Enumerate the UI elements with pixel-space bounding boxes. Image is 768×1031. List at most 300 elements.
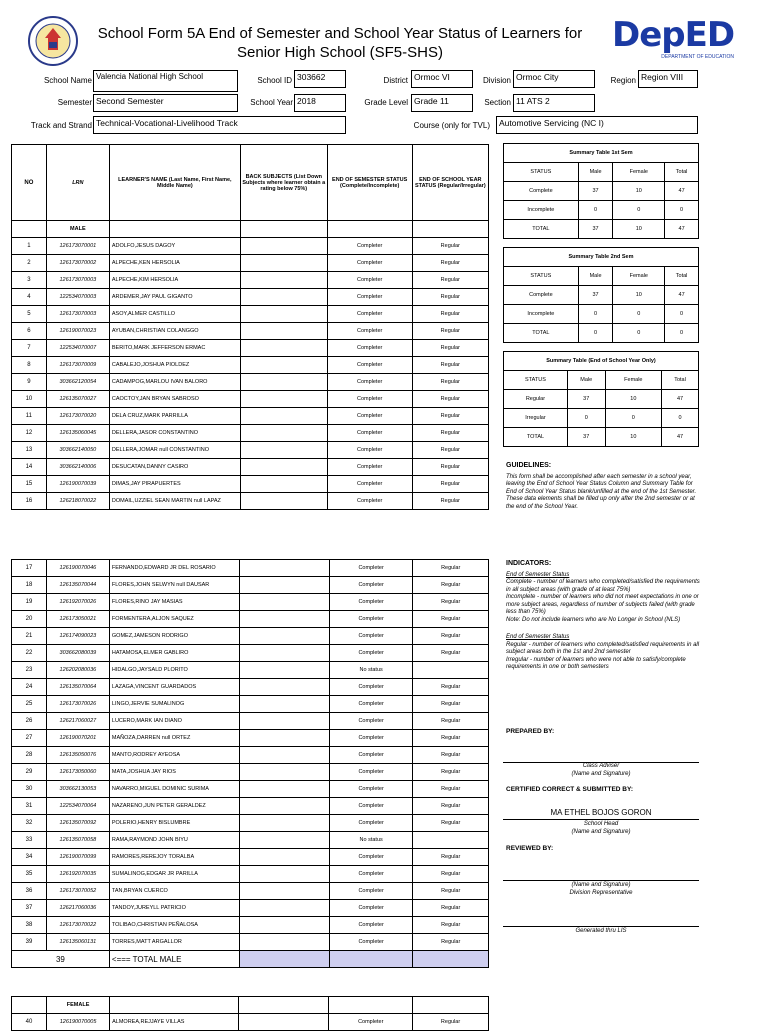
row-lrn: 126173070026 <box>46 696 109 713</box>
row-end-year-status: Regular <box>413 628 489 645</box>
row-end-year-status: Regular <box>413 679 489 696</box>
summary-col-header: Female <box>613 267 665 286</box>
male-label: MALE <box>46 221 109 238</box>
row-lrn: 126173070052 <box>46 883 109 900</box>
row-lrn: 126190070023 <box>46 323 109 340</box>
row-end-sem-status: Completer <box>329 849 413 866</box>
row-lrn: 126173070003 <box>46 272 109 289</box>
row-end-sem-status: Completer <box>329 713 413 730</box>
col-lrn-header: LRN <box>46 145 109 221</box>
generated-line <box>503 926 699 927</box>
summary-cell: 47 <box>665 182 699 201</box>
row-learner-name: FORMENTERA,ALJON SAQUEZ <box>109 611 239 628</box>
generated-label: Generated thru LIS <box>575 928 627 934</box>
row-back-subjects <box>239 934 329 951</box>
row-learner-name: DELLERA,JASOR CONSTANTINO <box>109 425 240 442</box>
row-lrn: 303662080039 <box>46 645 109 662</box>
row-end-year-status: Regular <box>413 611 489 628</box>
summary-cell: 47 <box>665 286 699 305</box>
reviewed-by-label: REVIEWED BY: <box>506 845 554 852</box>
row-number: 29 <box>12 764 47 781</box>
row-number: 7 <box>12 340 47 357</box>
row-end-year-status: Regular <box>412 323 488 340</box>
summary-cell: TOTAL <box>504 220 579 239</box>
row-learner-name: LAZAGA,VINCENT GUARDADOS <box>109 679 239 696</box>
summary-cell: 47 <box>662 428 699 447</box>
table-row[interactable] <box>12 611 489 628</box>
row-end-year-status: Regular <box>412 459 488 476</box>
row-end-year-status: Regular <box>412 442 488 459</box>
row-end-sem-status: Completer <box>327 340 412 357</box>
row-learner-name: RAMA,RAYMOND JOHN BIYU <box>109 832 239 849</box>
indicators-sub2: End of Semester Status <box>506 634 570 640</box>
summary-table-1st-sem <box>503 143 699 239</box>
table-row[interactable] <box>12 425 489 442</box>
row-end-year-status: Regular <box>413 849 489 866</box>
row-learner-name: FLORES,RINO JAY MASIAS <box>109 594 239 611</box>
semester-field[interactable]: Second Semester <box>93 94 238 112</box>
table-row[interactable] <box>12 357 489 374</box>
summary-cell: TOTAL <box>504 428 568 447</box>
row-learner-name: LINGO,JERVIE SUMALINOG <box>109 696 239 713</box>
summary-col-header: Total <box>665 267 699 286</box>
row-end-year-status: Regular <box>413 594 489 611</box>
row-number: 39 <box>12 934 47 951</box>
row-number: 10 <box>12 391 47 408</box>
table-row[interactable] <box>12 934 489 951</box>
table-row[interactable] <box>12 323 489 340</box>
male-section-row <box>12 221 489 238</box>
summary-cell: 10 <box>613 220 665 239</box>
row-back-subjects <box>240 374 327 391</box>
row-lrn: 126173070022 <box>46 917 109 934</box>
summary-row <box>504 324 699 343</box>
form-title <box>80 24 600 62</box>
row-lrn: 126173070001 <box>46 238 109 255</box>
summary-cell: 0 <box>578 201 613 220</box>
table-row[interactable] <box>12 577 489 594</box>
row-end-sem-status: Completer <box>327 272 412 289</box>
course-label: Course (only for TVL) <box>413 121 490 130</box>
total-male-label: <=== TOTAL MALE <box>109 951 239 968</box>
section-field[interactable]: 11 ATS 2 <box>513 94 595 112</box>
row-end-sem-status: Completer <box>329 934 413 951</box>
row-number: 26 <box>12 713 47 730</box>
summary-cell: 0 <box>578 305 613 324</box>
row-lrn: 126173070002 <box>46 255 109 272</box>
row-back-subjects <box>240 255 327 272</box>
row-number: 12 <box>12 425 47 442</box>
table-row[interactable] <box>12 340 489 357</box>
row-learner-name: AYUBAN,CHRISTIAN COLANGGO <box>109 323 240 340</box>
row-number: 4 <box>12 289 47 306</box>
course-field[interactable]: Automotive Servicing (NC I) <box>496 116 698 134</box>
table-row[interactable] <box>12 391 489 408</box>
row-end-sem-status: Completer <box>329 679 413 696</box>
row-lrn: 126135060131 <box>46 934 109 951</box>
table-row[interactable] <box>12 628 489 645</box>
row-back-subjects <box>240 238 327 255</box>
table-row[interactable] <box>12 747 489 764</box>
summary-row <box>504 182 699 201</box>
row-back-subjects <box>239 679 329 696</box>
row-number: 38 <box>12 917 47 934</box>
row-number: 3 <box>12 272 47 289</box>
division-field[interactable]: Ormoc City <box>513 70 595 88</box>
table-row[interactable] <box>12 798 489 815</box>
grade-level-label: Grade Level <box>364 98 408 107</box>
row-end-year-status: Regular <box>413 798 489 815</box>
row-learner-name: NAVARRO,MIGUEL DOMINIC SURIMA <box>109 781 239 798</box>
row-end-year-status: Regular <box>413 747 489 764</box>
row-end-year-status: Regular <box>412 476 488 493</box>
summary-title: Summary Table 2nd Sem <box>504 248 699 267</box>
learners-table-part1 <box>11 144 489 510</box>
row-back-subjects <box>239 798 329 815</box>
school-id-field[interactable]: 303662 <box>294 70 346 88</box>
row-back-subjects <box>240 391 327 408</box>
row-learner-name: ALPECHE,KEN HERSOLIA <box>109 255 240 272</box>
table-row[interactable] <box>12 476 489 493</box>
row-number: 16 <box>12 493 47 510</box>
row-lrn: 126190070099 <box>46 849 109 866</box>
row-learner-name: DELLERA,JOMAR null CONSTANTINO <box>109 442 240 459</box>
row-end-year-status: Regular <box>412 289 488 306</box>
row-lrn: 122534070003 <box>46 289 109 306</box>
table-row[interactable] <box>12 408 489 425</box>
summary-cell: 0 <box>613 305 665 324</box>
row-number: 11 <box>12 408 47 425</box>
row-end-sem-status: Completer <box>329 781 413 798</box>
summary-cell: 0 <box>567 409 605 428</box>
row-end-sem-status: Completer <box>329 815 413 832</box>
indicator-note: Note: Do not include learners who are No Longer in School (NLS) <box>506 616 681 623</box>
row-end-year-status: Regular <box>412 272 488 289</box>
table-row[interactable] <box>12 832 489 849</box>
row-number: 14 <box>12 459 47 476</box>
indicator-regular: Regular - number of learners who completed/satisfied requirements in all subject areas both in the 1st and 2nd semester <box>506 641 700 655</box>
row-back-subjects <box>239 577 329 594</box>
row-lrn: 126135070044 <box>46 577 109 594</box>
track-field[interactable]: Technical-Vocational-Livelihood Track <box>93 116 346 134</box>
row-lrn: 126218070022 <box>46 493 109 510</box>
row-number: 22 <box>12 645 47 662</box>
summary-cell: 0 <box>665 324 699 343</box>
row-end-year-status: Regular <box>413 764 489 781</box>
row-back-subjects <box>239 815 329 832</box>
school-year-field[interactable]: 2018 <box>294 94 346 112</box>
row-end-sem-status: Completer <box>329 900 413 917</box>
row-number: 18 <box>12 577 47 594</box>
summary-row <box>504 286 699 305</box>
table-row[interactable] <box>12 459 489 476</box>
table-row[interactable] <box>12 255 489 272</box>
summary-cell: Complete <box>504 286 579 305</box>
row-learner-name: MANTO,RODREY AYEOSA <box>109 747 239 764</box>
grade-level-field[interactable]: Grade 11 <box>411 94 473 112</box>
row-back-subjects <box>240 357 327 374</box>
table-row[interactable] <box>12 900 489 917</box>
summary-cell: 37 <box>578 182 613 201</box>
summary-col-header: STATUS <box>504 267 579 286</box>
row-learner-name: ARDEMER,JAY PAUL GIGANTO <box>109 289 240 306</box>
school-name-field[interactable]: Valencia National High School <box>93 70 238 92</box>
summary-cell: Irregular <box>504 409 568 428</box>
table-row[interactable]: 40 126190070005 ALMOREA,REJJAYE VILLAS Completer Regular <box>12 1014 489 1031</box>
row-learner-name: LUCERO,MARK IAN DIANO <box>109 713 239 730</box>
col-back-subjects-header: BACK SUBJECTS (List Down Subjects where learner obtain a rating below 75%) <box>240 145 327 221</box>
row-end-year-status: Regular <box>412 425 488 442</box>
row-learner-name: HATAMOSA,ELMER GABLIRO <box>109 645 239 662</box>
row-end-year-status: Regular <box>413 815 489 832</box>
row-lrn: 126174090023 <box>46 628 109 645</box>
row-number: 35 <box>12 866 47 883</box>
row-end-sem-status: Completer <box>327 357 412 374</box>
reviewed-by-line <box>503 880 699 881</box>
table-row[interactable] <box>12 560 489 577</box>
row-end-sem-status: Completer <box>327 493 412 510</box>
row-learner-name: BERITO,MARK JEFFERSON ERMAC <box>109 340 240 357</box>
table-row[interactable] <box>12 272 489 289</box>
row-end-sem-status: Completer <box>327 255 412 272</box>
row-end-year-status: Regular <box>413 866 489 883</box>
row-number: 36 <box>12 883 47 900</box>
table-row[interactable] <box>12 442 489 459</box>
table-row[interactable] <box>12 849 489 866</box>
summary-cell: 10 <box>613 182 665 201</box>
summary-cell: 37 <box>578 286 613 305</box>
row-lrn: 126173070020 <box>46 408 109 425</box>
row-end-sem-status: Completer <box>329 560 413 577</box>
row-back-subjects <box>239 696 329 713</box>
row-learner-name: DESUCATAN,DANNY CASIRO <box>109 459 240 476</box>
row-number: 1 <box>12 238 47 255</box>
table-row[interactable] <box>12 764 489 781</box>
table-row[interactable] <box>12 696 489 713</box>
row-end-year-status: Regular <box>412 493 488 510</box>
row-learner-name: HIDALGO,JAYSALD PLORITO <box>109 662 239 679</box>
row-back-subjects <box>239 764 329 781</box>
summary-cell: 0 <box>662 409 699 428</box>
row-end-year-status: Regular <box>412 391 488 408</box>
table-row[interactable] <box>12 645 489 662</box>
row-lrn: 126135060045 <box>46 425 109 442</box>
row-number: 32 <box>12 815 47 832</box>
row-back-subjects <box>239 645 329 662</box>
row-lrn: 303662130053 <box>46 781 109 798</box>
row-back-subjects <box>240 340 327 357</box>
row-learner-name: TOLIBAO,CHRISTIAN PEÑALOSA <box>109 917 239 934</box>
row-number: 25 <box>12 696 47 713</box>
table-row[interactable] <box>12 866 489 883</box>
row-learner-name: TAN,BRYAN CUERCO <box>109 883 239 900</box>
row-end-year-status: Regular <box>413 934 489 951</box>
total-male-row <box>12 951 489 968</box>
class-adviser-label: Class Adviser <box>582 763 620 769</box>
track-label: Track and Strand <box>30 121 92 130</box>
summary-cell: 47 <box>665 220 699 239</box>
table-row[interactable] <box>12 679 489 696</box>
row-back-subjects <box>239 900 329 917</box>
region-field[interactable]: Region VIII <box>638 70 698 88</box>
row-number: 33 <box>12 832 47 849</box>
learners-table-part2 <box>11 559 489 968</box>
form-title-line1: School Form 5A End of Semester and School Year Status of Learners for <box>97 25 583 42</box>
summary-cell: Regular <box>504 390 568 409</box>
row-learner-name: FERNANDO,EDWARD JR DEL ROSARIO <box>109 560 239 577</box>
row-learner-name: CAOCTOY,JAN BRYAN SABROSO <box>109 391 240 408</box>
summary-cell: 10 <box>605 428 661 447</box>
row-end-sem-status: Completer <box>327 476 412 493</box>
row-learner-name: NAZARENO,JUN PETER GERALDEZ <box>109 798 239 815</box>
row-back-subjects <box>239 866 329 883</box>
table-row[interactable] <box>12 374 489 391</box>
row-back-subjects <box>239 560 329 577</box>
row-end-sem-status: Completer <box>329 798 413 815</box>
table-row[interactable] <box>12 306 489 323</box>
adviser-name-signature: (Name and Signature) <box>571 771 631 777</box>
row-end-sem-status: Completer <box>327 306 412 323</box>
table-row[interactable] <box>12 594 489 611</box>
row-lrn: 122534070007 <box>46 340 109 357</box>
row-learner-name: ALPECHE,KIM HERSOLIA <box>109 272 240 289</box>
row-lrn: 126173070009 <box>46 357 109 374</box>
deped-logo <box>612 16 740 68</box>
table-row[interactable] <box>12 781 489 798</box>
row-end-sem-status: Completer <box>327 425 412 442</box>
deped-logo-subtext: DEPARTMENT OF EDUCATION <box>661 54 734 60</box>
row-number: 17 <box>12 560 47 577</box>
indicators-sub1: End of Semester Status <box>506 571 570 578</box>
summary-row <box>504 390 699 409</box>
table-row[interactable] <box>12 917 489 934</box>
row-end-year-status: Regular <box>413 560 489 577</box>
row-number: 9 <box>12 374 47 391</box>
row-learner-name: MATA,JOSHUA JAY RIOS <box>109 764 239 781</box>
summary-title: Summary Table (End of School Year Only) <box>504 352 699 371</box>
summary-cell: 37 <box>567 390 605 409</box>
summary-cell: 10 <box>613 286 665 305</box>
school-year-label: School Year <box>250 98 293 107</box>
table-row[interactable] <box>12 662 489 679</box>
row-back-subjects <box>239 747 329 764</box>
summary-col-header: Total <box>662 371 699 390</box>
row-end-sem-status: Completer <box>329 628 413 645</box>
row-number: 24 <box>12 679 47 696</box>
table-row[interactable] <box>12 883 489 900</box>
summary-col-header: STATUS <box>504 163 579 182</box>
summary-col-header: Female <box>613 163 665 182</box>
row-back-subjects <box>239 917 329 934</box>
row-lrn: 126135070064 <box>46 679 109 696</box>
row-lrn: 303662140050 <box>46 442 109 459</box>
row-back-subjects <box>239 849 329 866</box>
row-end-sem-status: Completer <box>327 289 412 306</box>
row-end-year-status <box>413 662 489 679</box>
row-end-year-status: Regular <box>413 917 489 934</box>
learners-table-part3 <box>11 996 489 1031</box>
indicators-heading: INDICATORS: <box>506 560 552 567</box>
row-lrn: 303662140006 <box>46 459 109 476</box>
summary-col-header: STATUS <box>504 371 568 390</box>
row-back-subjects <box>240 493 327 510</box>
row-back-subjects <box>239 730 329 747</box>
row-end-sem-status: Completer <box>329 747 413 764</box>
row-back-subjects <box>239 662 329 679</box>
female-section-row <box>12 997 489 1014</box>
table-row[interactable] <box>12 493 489 510</box>
semester-label: Semester <box>57 98 92 107</box>
summary-col-header: Male <box>578 267 613 286</box>
row-number: 34 <box>12 849 47 866</box>
row-lrn: 126190070201 <box>46 730 109 747</box>
row-lrn: 126217060036 <box>46 900 109 917</box>
prepared-by-label: PREPARED BY: <box>506 728 555 735</box>
row-end-year-status: Regular <box>412 306 488 323</box>
row-lrn: 126190070046 <box>46 560 109 577</box>
row-learner-name: DIMAS,JAY PIRAPUERTES <box>109 476 240 493</box>
row-end-sem-status: Completer <box>327 323 412 340</box>
row-lrn: 126202080036 <box>46 662 109 679</box>
row-learner-name: GOMEZ,JAMESON RODRIGO <box>109 628 239 645</box>
row-end-year-status: Regular <box>413 883 489 900</box>
row-end-sem-status: Completer <box>327 391 412 408</box>
row-learner-name: TORRES,MATT ARGALLOR <box>109 934 239 951</box>
summary-cell: Incomplete <box>504 201 579 220</box>
row-end-sem-status: No status <box>329 832 413 849</box>
indicators-section <box>506 560 702 672</box>
row-end-sem-status: Completer <box>329 883 413 900</box>
table-row[interactable] <box>12 815 489 832</box>
guidelines-text: This form shall be accomplished after each semester in a school year, leaving the End of School Year Status Column and Summary Table for End of School Year Status blank/unfilled at the end of the 1st Semester. These data elements shall be filled up only after the 2nd semester or at the end of the School Year. <box>506 473 697 510</box>
row-back-subjects <box>240 425 327 442</box>
table-row[interactable] <box>12 238 489 255</box>
total-male-count: 39 <box>12 951 110 968</box>
summary-row <box>504 220 699 239</box>
summary-cell: 0 <box>578 324 613 343</box>
summary-row <box>504 305 699 324</box>
row-lrn: 126173050060 <box>46 764 109 781</box>
summary-cell: 0 <box>613 324 665 343</box>
col-end-year-header: END OF SCHOOL YEAR STATUS (Regular/Irregular) <box>412 145 488 221</box>
col-end-sem-header: END OF SEMESTER STATUS (Complete/Incomplete) <box>327 145 412 221</box>
summary-table-end-year <box>503 351 699 447</box>
row-learner-name: DOMAIL,UZZIEL SEAN MARTIN null LAPAZ <box>109 493 240 510</box>
row-number: 6 <box>12 323 47 340</box>
table-row[interactable] <box>12 713 489 730</box>
row-end-sem-status: Completer <box>329 645 413 662</box>
district-field[interactable]: Ormoc VI <box>411 70 473 88</box>
row-lrn: 126135070092 <box>46 815 109 832</box>
indicator-incomplete: Incomplete - number of learners who did not meet expectations in one or more subject areas, regardless of number of subjects failed (with grade less than 75%) <box>506 594 699 615</box>
row-back-subjects <box>239 781 329 798</box>
row-number: 31 <box>12 798 47 815</box>
table-row[interactable] <box>12 730 489 747</box>
row-learner-name: MAÑOZA,DARREN null ORTEZ <box>109 730 239 747</box>
deped-seal-logo <box>28 16 78 66</box>
summary-cell: Incomplete <box>504 305 579 324</box>
row-lrn: 303662120054 <box>46 374 109 391</box>
summary-cell: 0 <box>605 409 661 428</box>
row-learner-name: CADAMPOG,MARLOU IVAN BALORO <box>109 374 240 391</box>
row-end-sem-status: No status <box>329 662 413 679</box>
row-lrn: 126173070003 <box>46 306 109 323</box>
table-row[interactable] <box>12 289 489 306</box>
row-end-year-status: Regular <box>413 645 489 662</box>
summary-col-header: Male <box>578 163 613 182</box>
reviewer-name-signature: (Name and Signature) <box>571 882 631 888</box>
row-learner-name: DELA CRUZ,MARK PARRILLA <box>109 408 240 425</box>
